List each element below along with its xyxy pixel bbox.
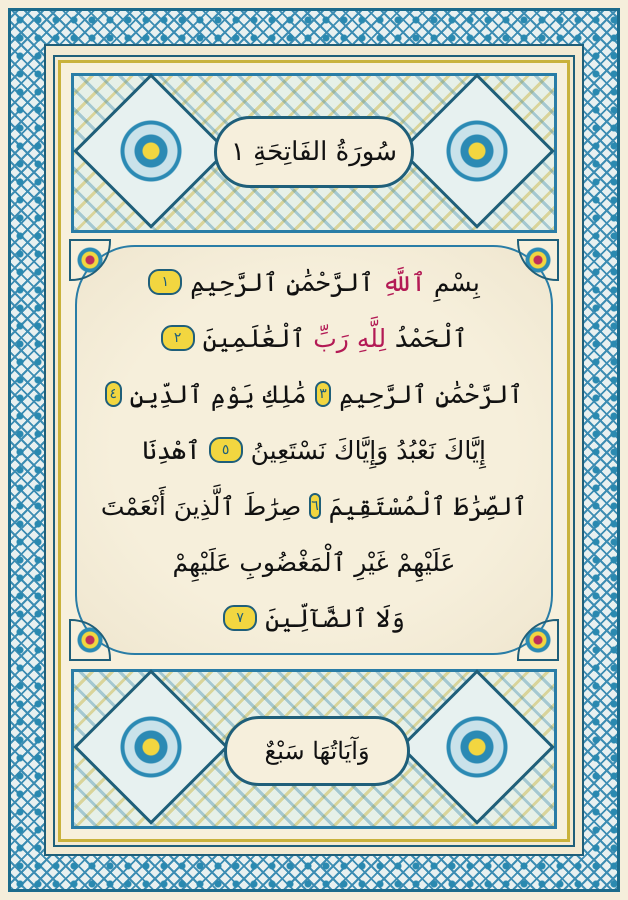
verse-text: صِرَٰطَ ٱلَّذِينَ أَنْعَمْتَ [100,491,302,521]
verse-text: عَلَيْهِمْ غَيْرِ ٱلْمَغْضُوبِ عَلَيْهِمْ [172,547,456,577]
verse-text: ٱلرَّحْمَٰنِ ٱلرَّحِيمِ [190,267,374,297]
ornament-medallion-right [399,669,555,825]
verse-number-marker: ٤ [105,381,122,407]
verse-lines [100,259,528,641]
verse-line-7 [105,595,523,641]
divine-name: ٱللَّهِ [381,267,426,297]
verse-text: ٱلْعَٰلَمِينَ [202,323,306,353]
verse-text: ٱلرَّحْمَٰنِ ٱلرَّحِيمِ [339,379,523,409]
verse-line-1 [105,259,523,305]
surah-title-cartouche [214,116,414,188]
verse-number-marker: ٥ [209,437,243,463]
verse-text: مَٰلِكِ يَوْمِ ٱلدِّينِ [129,379,307,409]
ornament-medallion-right [399,73,555,229]
page-frame [58,60,570,842]
verse-line-2 [105,315,523,361]
verse-line-4 [105,427,523,473]
verse-line-3 [105,371,523,417]
verse-number-marker: ٦ [309,493,321,519]
verse-text: ٱلصِّرَٰطَ ٱلْمُسْتَقِيمَ [328,491,528,521]
verse-count-cartouche [224,716,410,786]
divine-name: لِلَّهِ [356,323,387,353]
verse-text: ٱهْدِنَا [142,435,201,465]
verse-line-6 [105,539,523,585]
verse-text: وَلَا ٱلضَّآلِّينَ [265,603,405,633]
verse-text: إِيَّاكَ نَعْبُدُ وَإِيَّاكَ نَسْتَعِينُ [250,435,486,465]
verse-text: ٱلْحَمْدُ [394,323,468,353]
ornament-medallion-left [73,73,229,229]
verse-line-5 [100,483,528,529]
divine-name: رَبِّ [313,323,349,353]
surah-title: سُورَةُ الفَاتِحَةِ ١ [230,137,398,167]
verse-number-marker: ١ [148,269,182,295]
verse-number-marker: ٣ [315,381,332,407]
header-panel [71,73,557,233]
verse-text: بِسْمِ [433,267,480,297]
ornament-medallion-left [73,669,229,825]
verse-number-marker: ٢ [161,325,195,351]
verse-area [75,245,553,655]
verse-count-text: وَآيَاتُهَا سَبْعٌ [264,737,370,765]
verse-number-marker: ٧ [223,605,257,631]
footer-panel [71,669,557,829]
